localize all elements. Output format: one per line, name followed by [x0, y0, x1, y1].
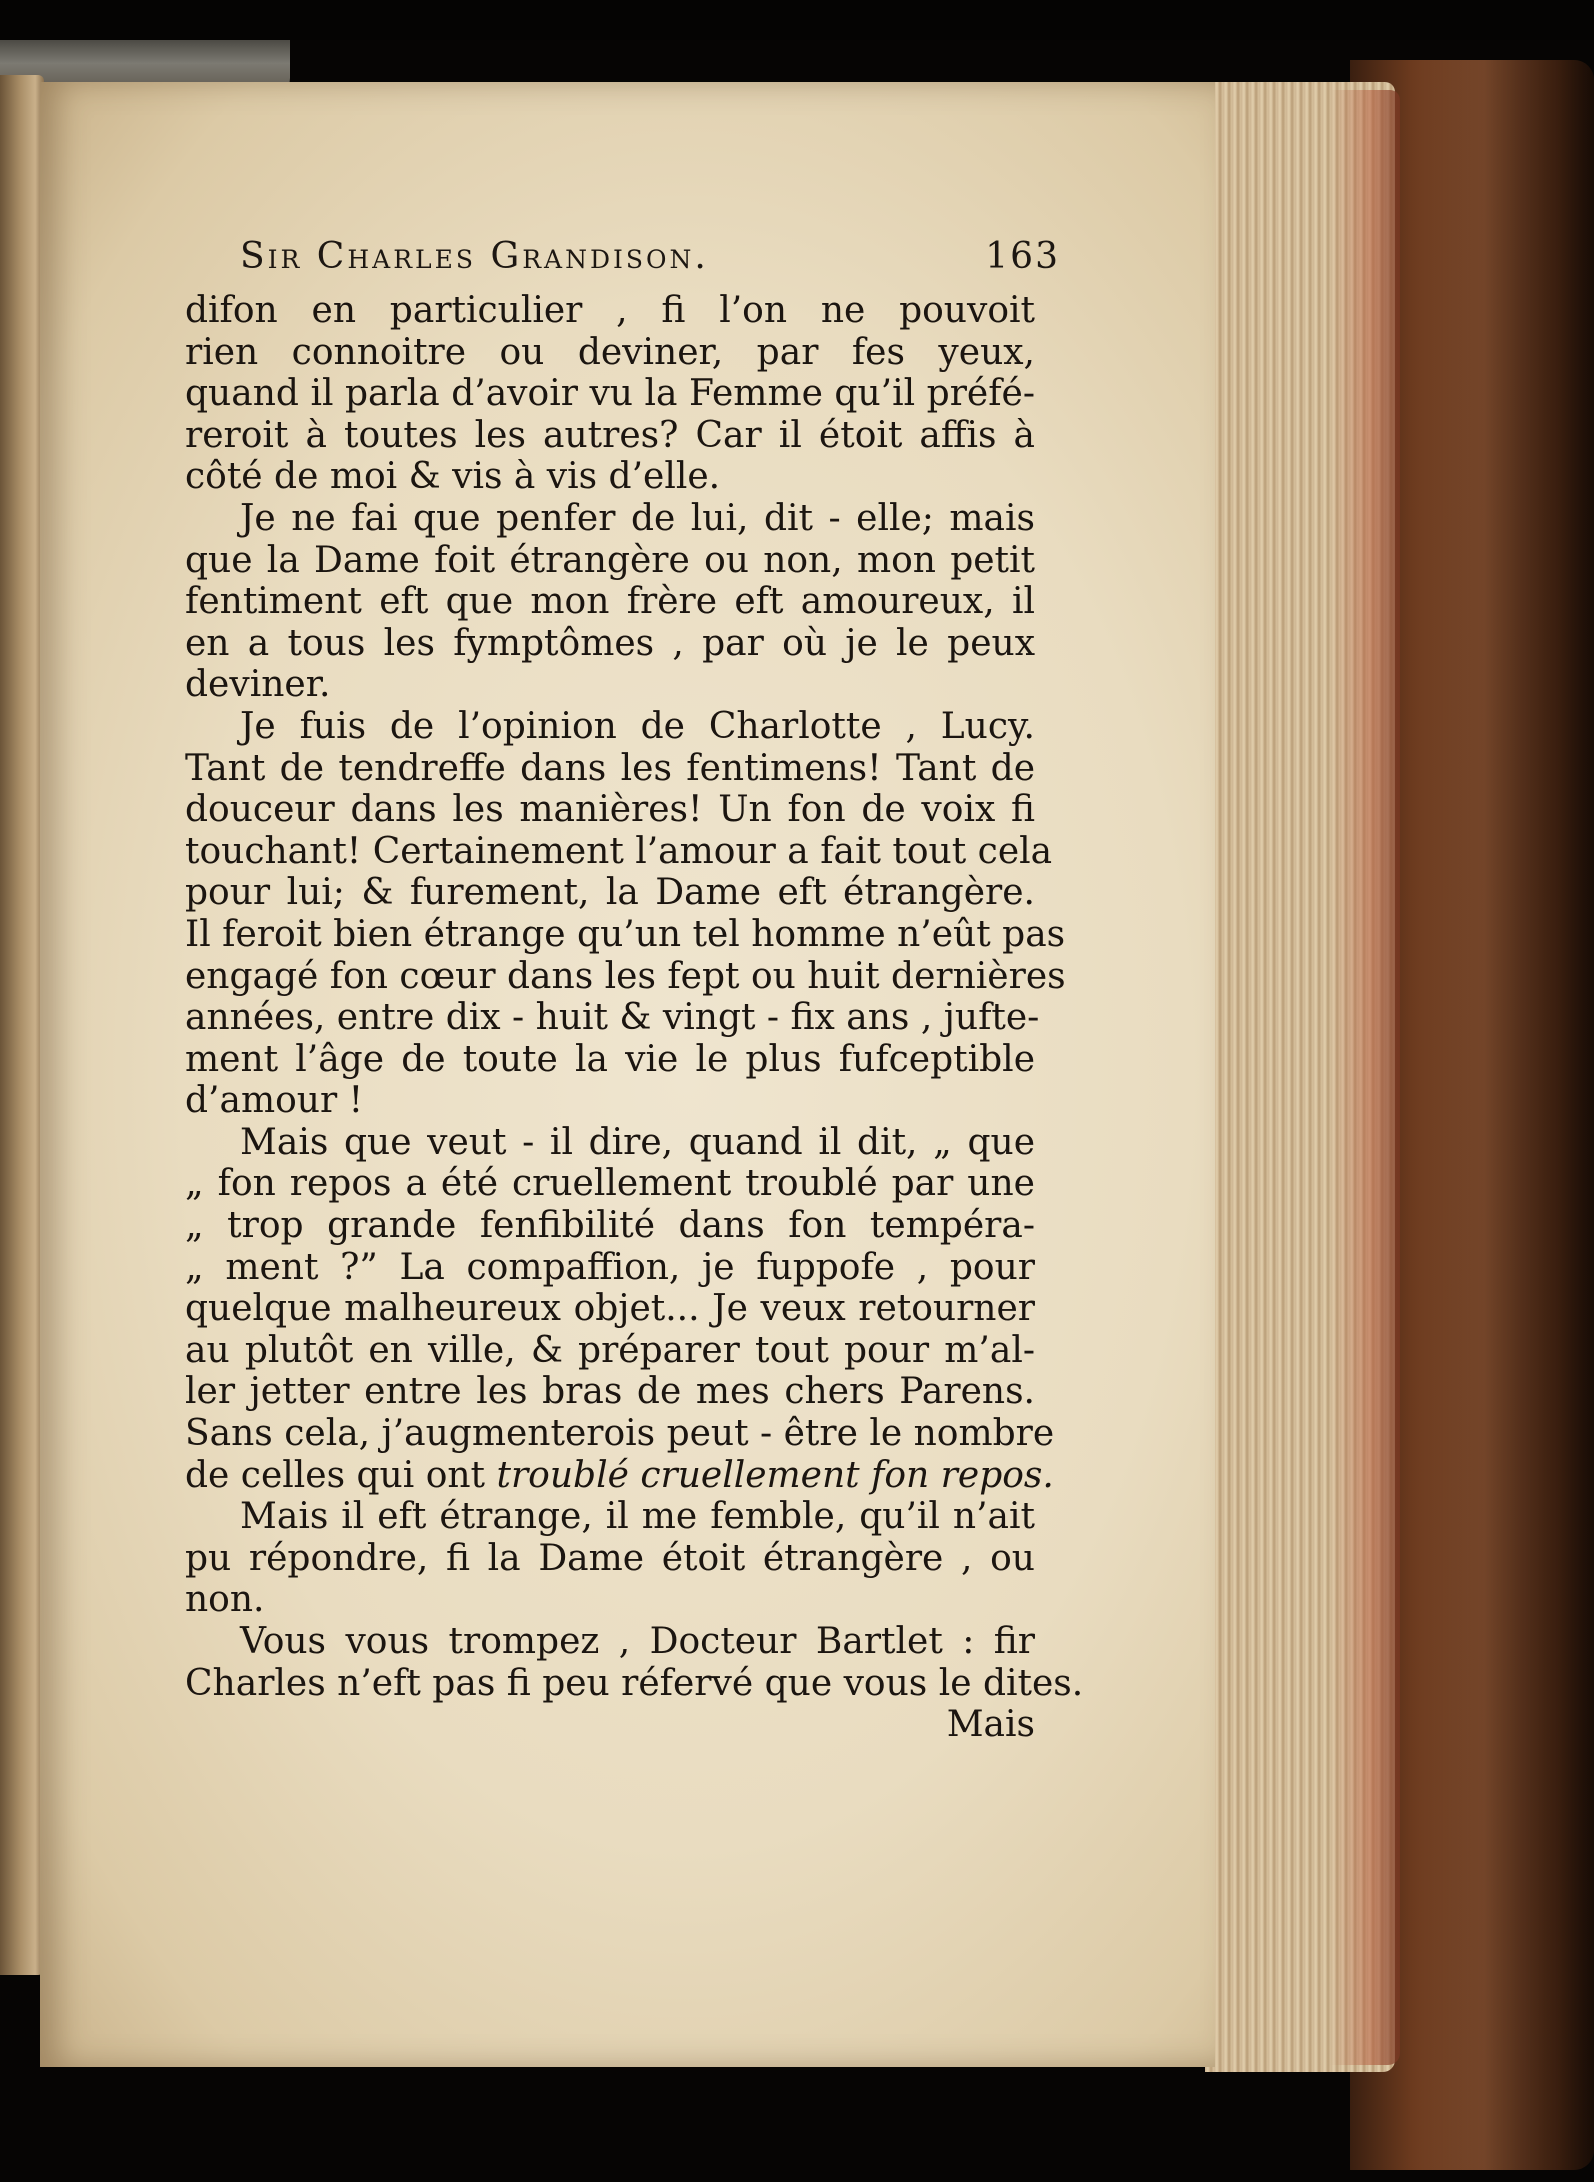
text-line: douceur dans les manières! Un fon de voix fi — [185, 789, 1035, 831]
text-line: quelque malheureux objet... Je veux retourner — [185, 1288, 1035, 1330]
text-line: pu répondre, fi la Dame étoit étrangère , ou — [185, 1537, 1035, 1579]
text-line: ment l’âge de toute la vie le plus fufceptible — [185, 1038, 1035, 1080]
text-line: ler jetter entre les bras de mes chers Parens. — [185, 1371, 1035, 1413]
page-number: 163 — [985, 236, 1060, 277]
text-line: années, entre dix - huit & vingt - fix ans , jufte- — [185, 997, 1040, 1039]
text-line: au plutôt en ville, & préparer tout pour m’al- — [185, 1329, 1035, 1371]
text-line: d’amour ! — [185, 1080, 364, 1122]
text-line: que la Dame foit étrangère ou non, mon petit — [185, 539, 1035, 581]
background — [0, 0, 1594, 40]
text-line: rien connoitre ou deviner, par fes yeux, — [185, 331, 1035, 373]
text-line: Mais que veut - il dire, quand il dit, „ que — [240, 1121, 1035, 1163]
catchword: Mais — [946, 1704, 1035, 1746]
text-line: quand il parla d’avoir vu la Femme qu’il préfé- — [185, 373, 1035, 415]
running-head-title: Sir Charles Grandison. — [240, 236, 709, 277]
text-line: pour lui; & furement, la Dame eft étrangère. — [185, 872, 1035, 914]
italic-fragment: troublé cruellement fon repos. — [496, 1454, 1054, 1496]
text-line: Tant de tendreffe dans les fentimens! Tant de — [185, 747, 1035, 789]
text-line: côté de moi & vis à vis d’elle. — [185, 456, 721, 498]
text-line: Vous vous trompez , Docteur Bartlet : fir — [240, 1621, 1035, 1662]
text-line: „ trop grande fenfibilité dans fon tempéra- — [185, 1205, 1035, 1247]
left-page-edge — [0, 75, 44, 1975]
text-line: difon en particulier , fi l’on ne pouvoit — [185, 290, 1035, 331]
text-line: engagé fon cœur dans les fept ou huit dernières — [185, 955, 1066, 997]
text-fragment: de celles qui ont — [185, 1454, 486, 1496]
text-line: touchant! Certainement l’amour a fait tout cela — [185, 830, 1053, 872]
text-line: deviner. — [185, 664, 331, 706]
text-line: Je ne fai que penfer de lui, dit - elle; mais — [240, 497, 1035, 539]
text-line: Je fuis de l’opinion de Charlotte , Lucy. — [240, 705, 1035, 747]
text-line: Sans cela, j’augmenterois peut - être le nombre — [185, 1413, 1055, 1455]
text-line-mixed — [185, 1454, 1054, 1497]
text-line: „ ment ?” La compaffion, je fuppofe , pour — [185, 1246, 1035, 1288]
text-line: Il feroit bien étrange qu’un tel homme n’eût pas — [185, 913, 1066, 955]
text-line: Mais il eft étrange, il me femble, qu’il n’ait — [240, 1496, 1035, 1538]
text-line: „ fon repos a été cruellement troublé par une — [185, 1163, 1035, 1205]
page-edge-tint — [1330, 90, 1400, 2065]
text-line: Charles n’eft pas fi peu réfervé que vous le dites. — [185, 1662, 1084, 1704]
cover-shadow — [1420, 60, 1594, 2170]
running-head — [240, 236, 1060, 277]
text-line: non. — [185, 1579, 265, 1621]
text-line: reroit à toutes les autres? Car il étoit affis à — [185, 414, 1035, 456]
text-line: fentiment eft que mon frère eft amoureux, il — [185, 581, 1035, 623]
body-text — [185, 290, 1084, 1746]
text-line: en a tous les fymptômes , par où je le peux — [185, 622, 1035, 664]
